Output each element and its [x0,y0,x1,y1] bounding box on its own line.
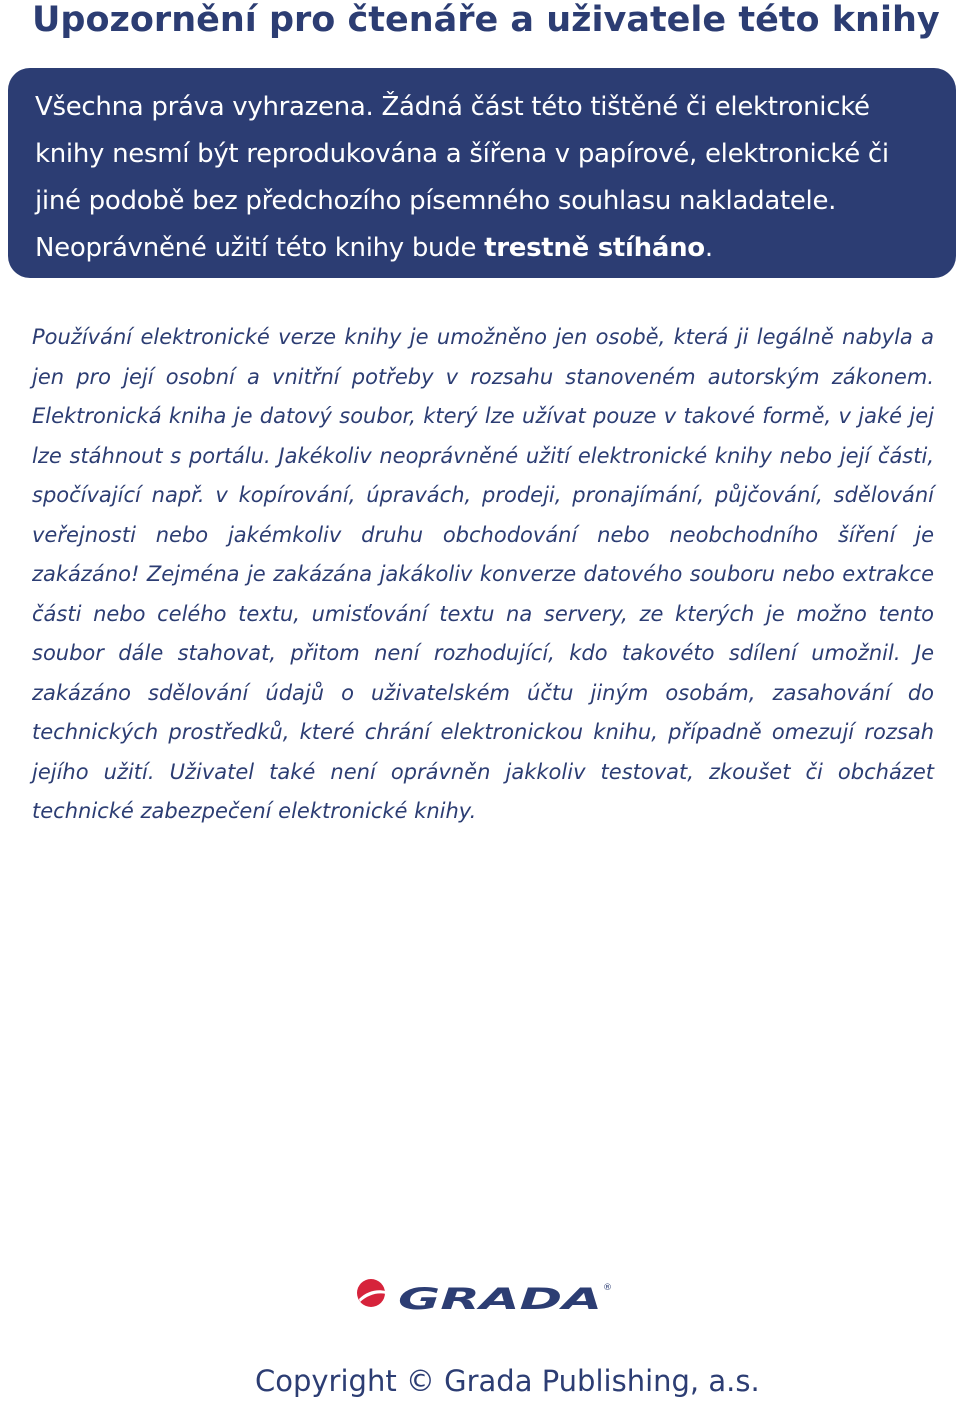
copyright-notice: Copyright © Grada Publishing, a.s. [255,1364,760,1398]
grada-logo [356,1278,612,1312]
rights-notice-box [8,68,956,278]
rights-notice-end: . [704,233,713,263]
registered-mark: ® [603,1283,612,1293]
grada-logo-text: GRADA [398,1282,602,1312]
usage-terms-paragraph: Používání elektronické verze knihy je umožněno jen osobě, která ji legálně nabyla a jen pro její osobní a vnitřní potřeby v rozsahu stanoveném autorským zákonem. Elektronická kniha je datový soubor, který lze užívat pouze v takové formě, v jaké jej lze stáhnout s portálu. Jakékoliv neoprávněné užití elektronické knihy nebo její části, spočívající např. v kopírování, úpravách, prodeji, pronajímání, půjčování, sdělování veřejnosti nebo jakémkoliv druhu obchodování nebo neobchodního šíření je zakázáno! Zejména je zakázána jakákoliv konverze datového souboru nebo extrakce části nebo celého textu, umisťování textu na servery, ze kterých je možno tento soubor dále stahovat, přitom není rozhodující, kdo takovéto sdílení umožnil. Je zakázáno sdělování údajů o uživatelském účtu jiným osobám, zasahování do technických prostředků, které chrání elektronickou knihu, případně omezují rozsah jejího užití. Uživatel také není oprávněn jakkoliv testovat, zkoušet či obcházet technické zabezpečení elektronické knihy. [32,325,934,823]
page-title: Upozornění pro čtenáře a uživatele této knihy [32,0,940,40]
rights-notice-emphasis: trestně stíháno [484,233,705,263]
grada-swoosh-icon [357,1279,386,1307]
rights-notice-text: Všechna práva vyhrazena. Žádná část této tištěné či elektronické knihy nesmí být reprodukována a šířena v papírové, elektronické či jiné podobě bez předchozího písemného souhlasu nakladatele. Neoprávněné užití této knihy bude [35,92,889,263]
